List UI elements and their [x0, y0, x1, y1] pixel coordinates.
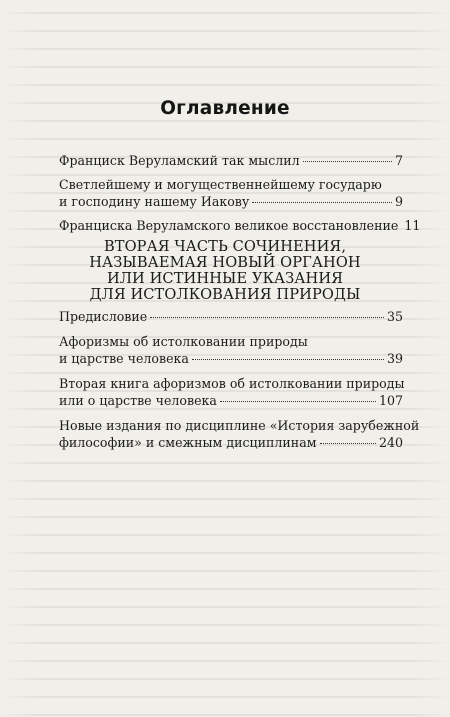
toc-page-number: 7: [394, 153, 403, 168]
section-title-line: НАЗЫВАЕМАЯ НОВЫЙ ОРГАНОН: [89, 254, 361, 271]
toc-top: [59, 152, 421, 234]
dot-leader: [303, 161, 392, 162]
toc-entry-title-line: Светлейшему и могущественнейшему государю: [59, 177, 382, 192]
toc-entry[interactable]: [59, 152, 403, 169]
toc-bottom: [59, 308, 420, 451]
dot-leader: [252, 202, 392, 203]
toc-page-number: 11: [404, 218, 421, 233]
toc-entry-title: и господину нашему Иакову: [59, 194, 250, 209]
toc-page-number: 35: [386, 309, 403, 324]
toc-entry-title: и царстве человека: [59, 351, 189, 366]
dot-leader: [320, 443, 376, 444]
toc-entry[interactable]: [59, 333, 403, 367]
toc-entry-title: философии» и смежным дисциплинам: [59, 435, 317, 450]
toc-entry-title-line: Афоризмы об истолковании природы: [59, 334, 308, 349]
section-title-line: ИЛИ ИСТИННЫЕ УКАЗАНИЯ: [106, 270, 344, 287]
toc-entry-title: или о царстве человека: [59, 393, 217, 408]
dot-leader: [192, 359, 384, 360]
toc-entry[interactable]: [59, 176, 403, 210]
dot-leader: [150, 317, 384, 318]
toc-entry[interactable]: [59, 217, 421, 234]
toc-entry-title-line: Вторая книга афоризмов об истолковании природы: [59, 376, 405, 391]
toc-entry[interactable]: [59, 417, 420, 451]
toc-page-number: 39: [386, 351, 403, 366]
page-title: Оглавление: [160, 98, 290, 119]
section-title-line: ВТОРАЯ ЧАСТЬ СОЧИНЕНИЯ,: [103, 238, 347, 255]
toc-page-number: 107: [378, 393, 403, 408]
toc-entry[interactable]: [59, 308, 403, 325]
toc-page-number: 9: [394, 194, 403, 209]
toc-entry-title: Франциск Веруламский так мыслил: [59, 153, 300, 168]
toc-entry-title-line: Новые издания по дисциплине «История зарубежной: [59, 418, 420, 433]
section-title: [0, 239, 450, 303]
toc-entry[interactable]: [59, 375, 403, 409]
dot-leader: [220, 401, 376, 402]
toc-entry-title: Франциска Веруламского великое восстановление: [59, 218, 399, 233]
toc-entry-title: Предисловие: [59, 309, 148, 324]
toc-page-number: 240: [378, 435, 403, 450]
section-title-line: ДЛЯ ИСТОЛКОВАНИЯ ПРИРОДЫ: [89, 286, 361, 303]
